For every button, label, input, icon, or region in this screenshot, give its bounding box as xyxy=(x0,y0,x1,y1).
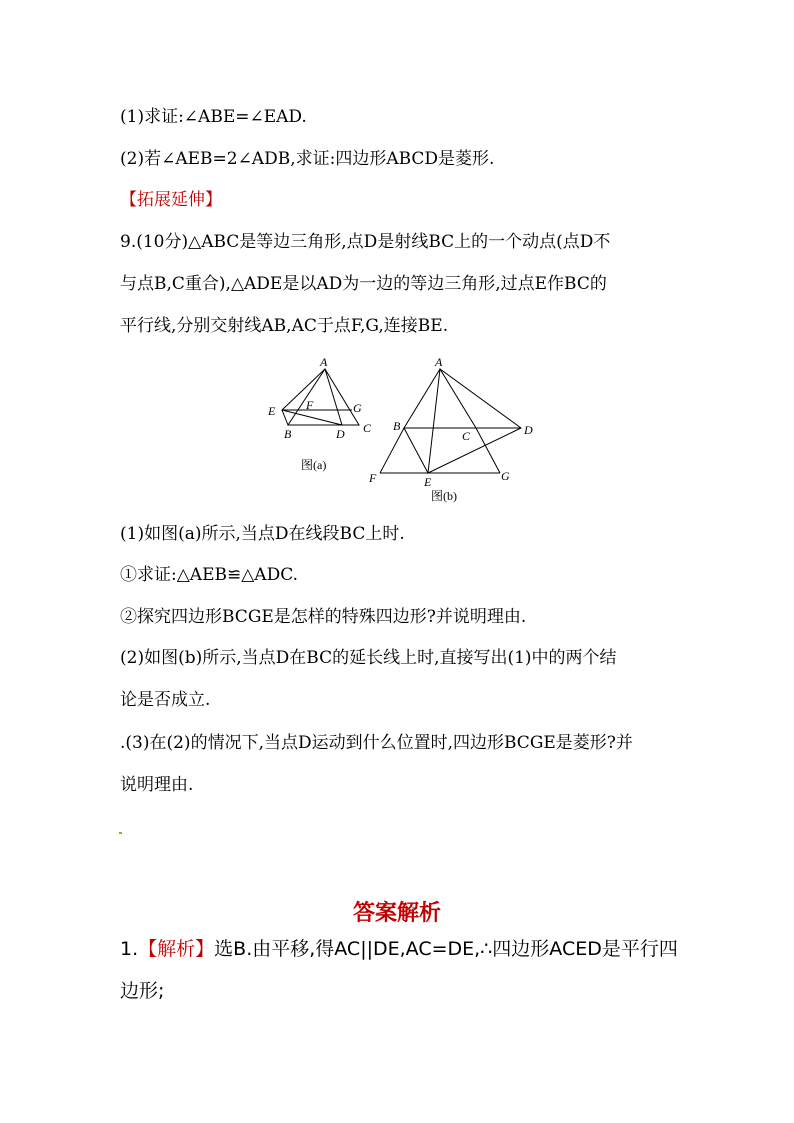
q9-part1: (1)如图(a)所示,当点D在线段BC上时. xyxy=(120,524,405,544)
fig-b-label-g: G xyxy=(501,469,510,483)
section-header: 【拓展延伸】 xyxy=(120,190,222,210)
fig-b-label-c: C xyxy=(462,429,471,443)
fig-a-triangle-ade xyxy=(282,369,342,425)
fig-b-line-be xyxy=(404,428,428,473)
fig-a-label-b: B xyxy=(284,427,292,441)
fig-a-label-d: D xyxy=(336,427,345,441)
fig-a-line-eb xyxy=(282,410,288,425)
fig-b-label-d: D xyxy=(524,423,533,437)
fig-b-label-a: A xyxy=(435,355,443,369)
fig-a-label-g: G xyxy=(353,401,362,415)
q9-part1-ii: ②探究四边形BCGE是怎样的特殊四边形?并说明理由. xyxy=(120,607,527,627)
q9-stem-line2: 与点B,C重合),△ADE是以AD为一边的等边三角形,过点E作BC的 xyxy=(120,274,607,294)
fig-b-triangle-ade xyxy=(428,369,521,473)
figure-b xyxy=(380,369,521,473)
fig-a-label-a: A xyxy=(320,355,328,369)
q9-part3-line1: .(3)在(2)的情况下,当点D运动到什么位置时,四边形BCGE是菱形?并 xyxy=(120,733,633,753)
fig-a-caption: 图(a) xyxy=(301,458,327,472)
answer-1-line2: 边形; xyxy=(120,980,165,1002)
fig-a-label-c: C xyxy=(363,421,372,435)
q8-part2: (2)若∠AEB=2∠ADB,求证:四边形ABCD是菱形. xyxy=(120,149,495,169)
answer-1-number: 1. xyxy=(120,938,139,960)
fig-b-label-f: F xyxy=(369,471,377,485)
q9-part2-line1: (2)如图(b)所示,当点D在BC的延长线上时,直接写出(1)中的两个结 xyxy=(120,648,617,668)
stray-mark xyxy=(119,832,122,834)
fig-b-label-b: B xyxy=(393,419,401,433)
figure-a xyxy=(282,369,359,425)
q9-part1-i: ①求证:△AEB≌△ADC. xyxy=(120,565,299,585)
answer-1-line1 xyxy=(120,937,678,961)
fig-a-triangle-abc xyxy=(288,369,359,425)
fig-b-line-bf xyxy=(380,428,404,473)
q9-part3-line2: 说明理由. xyxy=(120,775,194,795)
q9-stem-line3: 平行线,分别交射线AB,AC于点F,G,连接BE. xyxy=(120,316,449,336)
fig-b-triangle-abc xyxy=(404,369,476,428)
q8-part1: (1)求证:∠ABE=∠EAD. xyxy=(120,107,307,127)
fig-a-label-f: F xyxy=(306,398,314,412)
q9-stem-line1: 9.(10分)△ABC是等边三角形,点D是射线BC上的一个动点(点D不 xyxy=(120,232,611,252)
answer-1-tag: 【解析】 xyxy=(138,938,215,960)
fig-b-label-e: E xyxy=(424,475,432,489)
fig-a-label-e: E xyxy=(268,404,276,418)
fig-b-line-cg xyxy=(476,428,500,473)
q9-part2-line2: 论是否成立. xyxy=(120,690,211,710)
fig-b-caption: 图(b) xyxy=(431,489,457,503)
answers-title: 答案解析 xyxy=(352,901,441,926)
answer-1-text: 选B.由平移,得AC||DE,AC=DE,∴四边形ACED是平行四 xyxy=(214,938,678,960)
